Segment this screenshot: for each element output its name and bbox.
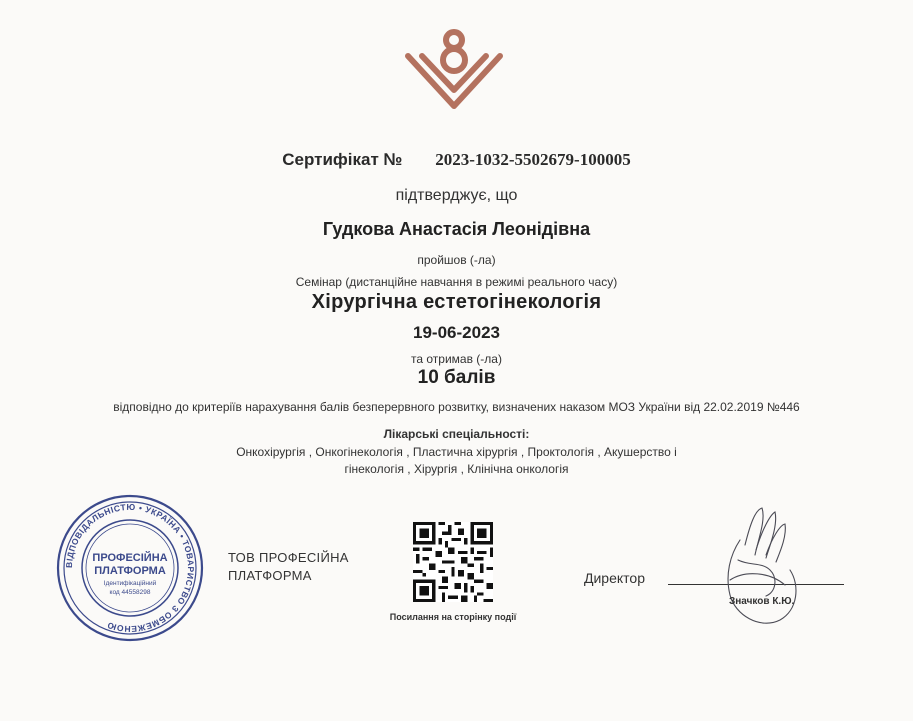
handwritten-signature-icon [700, 500, 815, 635]
qr-code-icon[interactable] [413, 522, 493, 602]
director-label: Директор [584, 570, 645, 586]
official-seal-stamp-icon [55, 493, 205, 643]
received-text: та отримав (-ла) [411, 352, 502, 366]
organization-line-1: ТОВ ПРОФЕСІЙНА [228, 550, 349, 565]
stamp-ring-text: ВІДПОВІДАЛЬНІСТЮ • УКРАЇНА • ТОВАРИСТВО З ОБМЕЖЕНОЮ [63, 501, 197, 635]
passed-text: пройшов (-ла) [417, 253, 496, 267]
stamp-center-line-2: ПЛАТФОРМА [94, 565, 166, 577]
organization-name [228, 549, 349, 585]
stamp-center-line-1: ПРОФЕСІЙНА [92, 552, 168, 564]
criteria-text: відповідно до критеріїв нарахування балів безперервного розвитку, визначених наказом МОЗ України від 22.02.2019 №446 [113, 400, 800, 414]
specialties-line-1: Онкохірургія , Онкогінекологія , Пластична хірургія , Проктологія , Акушерство і [236, 445, 677, 459]
certificate-number: 2023-1032-5502679-100005 [435, 150, 631, 169]
specialties-title: Лікарські спеціальності: [383, 427, 530, 441]
stamp-center-line-4: код 44558298 [109, 589, 151, 596]
signer-name: Значков К.Ю. [729, 596, 795, 607]
specialties-line-2: гінекологія , Хірургія , Клінічна онкологія [344, 462, 569, 476]
confirms-text: підтверджує, що [395, 187, 518, 204]
points-awarded: 10 балів [417, 367, 496, 388]
qr-caption: Посилання на сторінку події [389, 612, 517, 622]
certificate-label: Сертифікат № [282, 150, 403, 169]
holder-name: Гудкова Анастасія Леонідівна [322, 219, 591, 239]
event-date: 19-06-2023 [413, 323, 500, 342]
course-title: Хірургічна естетогінекологія [311, 291, 602, 313]
stamp-center-line-3: Ідентифікаційний [103, 580, 157, 587]
organization-line-2: ПЛАТФОРМА [228, 568, 312, 583]
event-type: Семінар (дистанційне навчання в режимі реального часу) [295, 275, 618, 289]
wave-rings-logo-icon [404, 26, 504, 110]
certificate-number-line [0, 150, 913, 170]
